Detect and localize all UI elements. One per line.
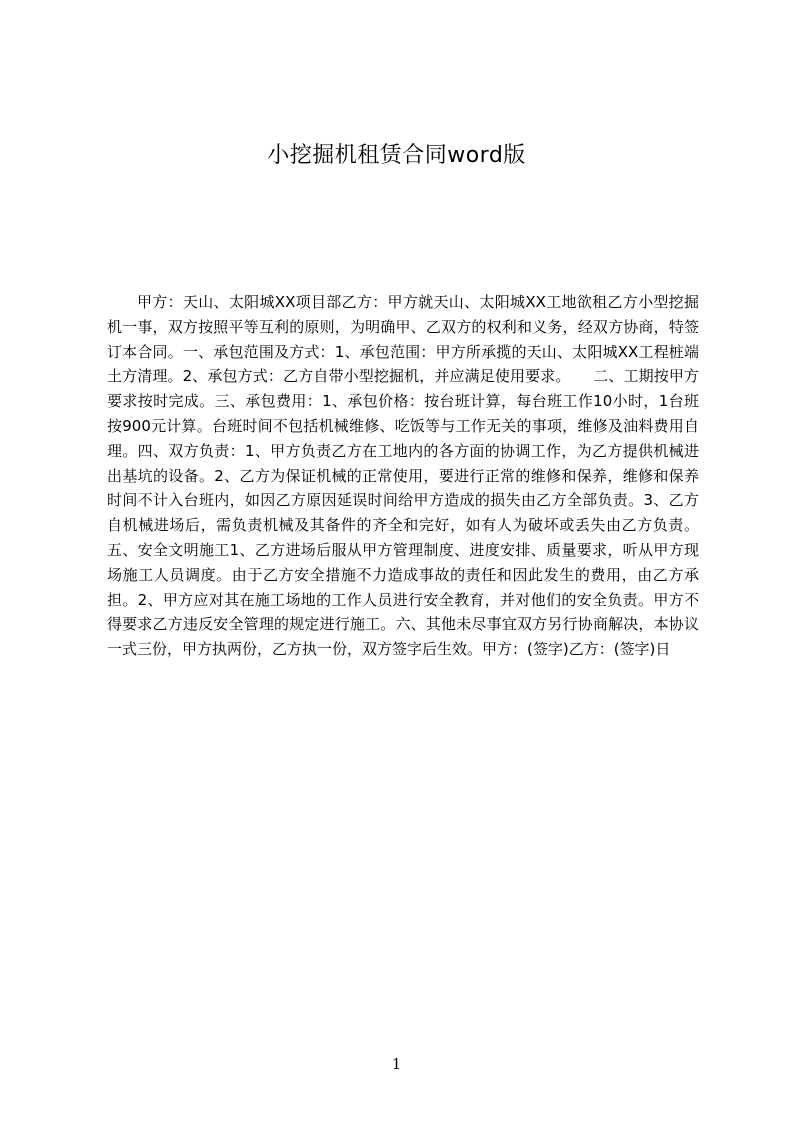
page-number: 1 [391,1055,402,1073]
document-title: 小挖掘机租赁合同word版 [267,143,526,168]
contract-body-text: 甲方：天山、太阳城XX项目部乙方：甲方就天山、太阳城XX工地欲租乙方小型挖掘机一事，双方按照平等互利的原则，为明确甲、乙双方的权利和义务，经双方协商，特签订本合同。一、承包范围及方式：1、承包范围：甲方所承揽的天山、太阳城XX工程桩端土方清理。2、承包方式：乙方自带小型挖掘机，并应满足使用要求。 二、工期按甲方要求按时完成。三、承包费用：1、承包价格：按台班计算，每台班工作10小时，1台班按900元计算。台班时间不包括机械维修、吃饭等与工作无关的事项，维修及油料费用自理。四、双方负责：1、甲方负责乙方在工地内的各方面的协调工作，为乙方提供机械进出基坑的设备。2、乙方为保证机械的正常使用，要进行正常的维修和保养，维修和保养时间不计入台班内，如因乙方原因延误时间给甲方造成的损失由乙方全部负责。3、乙方自机械进场后，需负责机械及其备件的齐全和完好，如有人为破坏或丢失由乙方负责。五、安全文明施工1、乙方进场后服从甲方管理制度、进度安排、质量要求，听从甲方现场施工人员调度。由于乙方安全措施不力造成事故的责任和因此发生的费用，由乙方承担。2、甲方应对其在施工场地的工作人员进行安全教育，并对他们的安全负责。甲方不得要求乙方违反安全管理的规定进行施工。六、其他未尽事宜双方另行协商解决，本协议一式三份，甲方执两份，乙方执一份，双方签字后生效。甲方：(签字)乙方：(签字)日 [107,293,699,659]
